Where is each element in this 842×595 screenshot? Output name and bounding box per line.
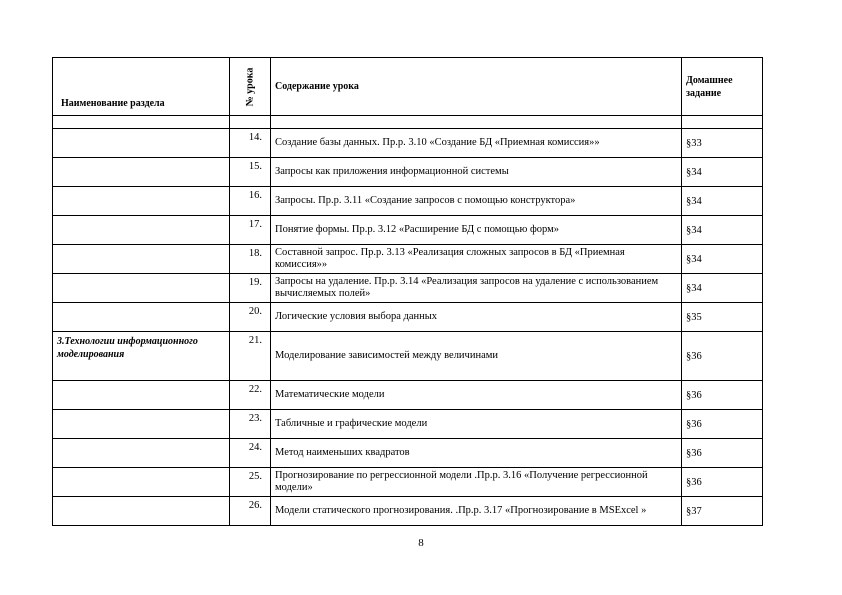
lesson-content-cell: Запросы как приложения информационной системы — [271, 158, 682, 187]
section-title — [57, 410, 225, 413]
section-title — [57, 216, 225, 219]
table-body — [53, 116, 763, 526]
homework-cell: §34 — [682, 274, 763, 303]
header-lesson-number-label: № урока — [244, 67, 256, 106]
section-cell — [53, 216, 230, 245]
section-cell — [53, 332, 230, 381]
section-cell — [53, 468, 230, 497]
homework-cell: §36 — [682, 439, 763, 468]
section-title — [57, 274, 225, 277]
lesson-number-cell: 15. — [230, 158, 271, 187]
table-row — [53, 332, 763, 381]
table-row — [53, 245, 763, 274]
homework-cell: §36 — [682, 468, 763, 497]
homework-cell: §36 — [682, 381, 763, 410]
lesson-content-cell: Создание базы данных. Пр.р. 3.10 «Создание БД «Приемная комиссия»» — [271, 129, 682, 158]
section-cell — [53, 410, 230, 439]
lesson-content-cell: Табличные и графические модели — [271, 410, 682, 439]
homework-cell: §34 — [682, 187, 763, 216]
homework-cell: §36 — [682, 332, 763, 381]
section-cell — [53, 187, 230, 216]
header-section: Наименование раздела — [53, 58, 230, 116]
homework-cell: §37 — [682, 497, 763, 526]
section-title — [57, 303, 225, 306]
section-cell — [53, 129, 230, 158]
spacer-cell — [271, 116, 682, 129]
section-title — [57, 381, 225, 384]
table-row — [53, 303, 763, 332]
header-lesson-number — [230, 58, 271, 116]
lesson-content-cell: Математические модели — [271, 381, 682, 410]
header-homework: Домашнее задание — [682, 58, 763, 116]
homework-cell: §36 — [682, 410, 763, 439]
lesson-number-cell: 19. — [230, 274, 271, 303]
lesson-content-cell: Метод наименьших квадратов — [271, 439, 682, 468]
table-row — [53, 410, 763, 439]
lesson-number-cell: 20. — [230, 303, 271, 332]
section-title — [57, 497, 225, 500]
page-number: 8 — [418, 537, 424, 549]
section-title — [57, 187, 225, 190]
section-title: 3.Технологии информационного моделирования — [57, 336, 198, 360]
lesson-content-cell: Логические условия выбора данных — [271, 303, 682, 332]
spacer-cell — [682, 116, 763, 129]
table-row — [53, 158, 763, 187]
section-cell — [53, 303, 230, 332]
lesson-content-cell: Запросы. Пр.р. 3.11 «Создание запросов с помощью конструктора» — [271, 187, 682, 216]
section-cell — [53, 274, 230, 303]
table-row — [53, 468, 763, 497]
section-title — [57, 158, 225, 161]
section-cell — [53, 381, 230, 410]
lesson-content-cell: Модели статического прогнозирования. .Пр.р. 3.17 «Прогнозирование в MSExcel » — [271, 497, 682, 526]
spacer-cell — [53, 116, 230, 129]
lesson-number-cell: 22. — [230, 381, 271, 410]
section-cell — [53, 439, 230, 468]
spacer-cell — [230, 116, 271, 129]
lesson-number-cell: 23. — [230, 410, 271, 439]
table-row — [53, 274, 763, 303]
lesson-number-cell: 16. — [230, 187, 271, 216]
table-row — [53, 381, 763, 410]
table-row — [53, 439, 763, 468]
table-row — [53, 497, 763, 526]
spacer-row — [53, 116, 763, 129]
lesson-content-cell: Моделирование зависимостей между величинами — [271, 332, 682, 381]
section-cell — [53, 497, 230, 526]
section-title — [57, 245, 225, 248]
section-title — [57, 129, 225, 132]
lesson-number-cell: 14. — [230, 129, 271, 158]
section-title — [57, 468, 225, 471]
lesson-number-cell: 21. — [230, 332, 271, 381]
lesson-content-cell: Составной запрос. Пр.р. 3.13 «Реализация сложных запросов в БД «Приемная комиссия»» — [271, 245, 682, 274]
lesson-content-cell: Запросы на удаление. Пр.р. 3.14 «Реализация запросов на удаление с использованием вычисляемых полей» — [271, 274, 682, 303]
lesson-number-cell: 18. — [230, 245, 271, 274]
lesson-number-cell: 26. — [230, 497, 271, 526]
header-content: Содержание урока — [271, 58, 682, 116]
lesson-content-cell: Прогнозирование по регрессионной модели .Пр.р. 3.16 «Получение регрессионной модели» — [271, 468, 682, 497]
lesson-number-cell: 24. — [230, 439, 271, 468]
section-title — [57, 439, 225, 442]
section-cell — [53, 245, 230, 274]
homework-cell: §35 — [682, 303, 763, 332]
homework-cell: §33 — [682, 129, 763, 158]
lesson-number-cell: 17. — [230, 216, 271, 245]
homework-cell: §34 — [682, 245, 763, 274]
homework-cell: §34 — [682, 158, 763, 187]
homework-cell: §34 — [682, 216, 763, 245]
table-header-row — [53, 58, 763, 116]
lesson-number-cell: 25. — [230, 468, 271, 497]
table-row — [53, 216, 763, 245]
lesson-content-cell: Понятие формы. Пр.р. 3.12 «Расширение БД с помощью форм» — [271, 216, 682, 245]
table-row — [53, 187, 763, 216]
table-row — [53, 129, 763, 158]
lesson-plan-table — [52, 57, 763, 526]
section-cell — [53, 158, 230, 187]
